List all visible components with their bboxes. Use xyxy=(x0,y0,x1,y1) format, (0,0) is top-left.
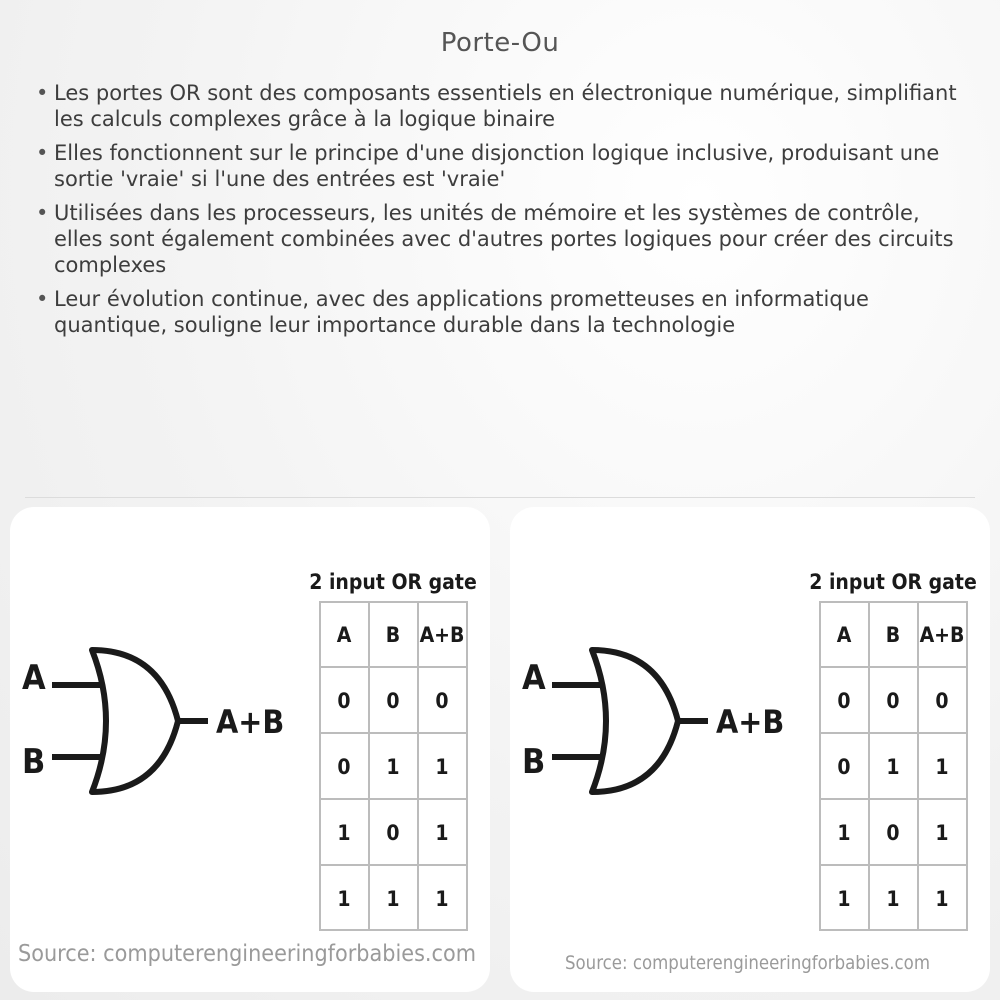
table-cell: 1 xyxy=(337,887,351,911)
table-cell: 0 xyxy=(337,755,351,779)
table-cell: 1 xyxy=(837,821,851,845)
or-gate-figure-right xyxy=(510,507,990,992)
table-cell: 0 xyxy=(935,689,949,713)
output-label: A+B xyxy=(216,703,285,741)
table-header: B xyxy=(385,623,401,647)
table-cell: 0 xyxy=(886,689,900,713)
input-b-label: B xyxy=(522,742,546,782)
table-cell: 0 xyxy=(837,755,851,779)
page-title: Porte-Ou xyxy=(440,28,560,58)
bullet-item: • Les portes OR sont des composants essentiels en électronique numérique, simplifiant les calculs complexes grâce à la logique binaire xyxy=(34,80,964,132)
bullet-item: • Elles fonctionnent sur le principe d'une disjonction logique inclusive, produisant une sortie 'vraie' si l'une des entrées est 'vraie' xyxy=(34,140,964,192)
output-label: A+B xyxy=(716,703,785,741)
table-cell: 1 xyxy=(886,887,900,911)
table-cell: 1 xyxy=(435,755,449,779)
table-cell: 1 xyxy=(935,887,949,911)
table-cell: 0 xyxy=(386,821,400,845)
table-cell: 1 xyxy=(886,755,900,779)
or-gate-diagram xyxy=(510,507,990,992)
table-header: A xyxy=(836,623,852,647)
divider xyxy=(25,497,975,498)
table-cell: 1 xyxy=(337,821,351,845)
table-cell: 1 xyxy=(935,755,949,779)
table-cell: 0 xyxy=(337,689,351,713)
source-caption: Source: computerengineeringforbabies.com xyxy=(565,952,930,974)
table-header: A xyxy=(336,623,352,647)
table-cell: 1 xyxy=(435,821,449,845)
table-cell: 1 xyxy=(386,755,400,779)
table-cell: 0 xyxy=(837,689,851,713)
table-title: 2 input OR gate xyxy=(309,570,477,594)
table-header: A+B xyxy=(419,623,465,647)
table-cell: 1 xyxy=(386,887,400,911)
bullet-list xyxy=(34,80,964,346)
table-header: A+B xyxy=(919,623,965,647)
table-title: 2 input OR gate xyxy=(809,570,977,594)
bullet-item: • Utilisées dans les processeurs, les unités de mémoire et les systèmes de contrôle, elles sont également combinées avec d'autres portes logiques pour créer des circuits complexes xyxy=(34,200,964,278)
or-gate-figure-left xyxy=(10,507,490,992)
or-gate-symbol xyxy=(92,650,178,792)
table-cell: 1 xyxy=(837,887,851,911)
bullet-item: • Leur évolution continue, avec des applications prometteuses en informatique quantique, souligne leur importance durable dans la technologie xyxy=(34,286,964,338)
input-b-label: B xyxy=(22,742,46,782)
table-header: B xyxy=(885,623,901,647)
table-cell: 0 xyxy=(886,821,900,845)
or-gate-diagram xyxy=(10,507,490,992)
or-gate-symbol xyxy=(592,650,678,792)
table-cell: 1 xyxy=(935,821,949,845)
table-cell: 0 xyxy=(386,689,400,713)
source-caption: Source: computerengineeringforbabies.com xyxy=(18,941,476,967)
input-a-label: A xyxy=(22,658,46,698)
table-cell: 0 xyxy=(435,689,449,713)
table-cell: 1 xyxy=(435,887,449,911)
input-a-label: A xyxy=(522,658,546,698)
